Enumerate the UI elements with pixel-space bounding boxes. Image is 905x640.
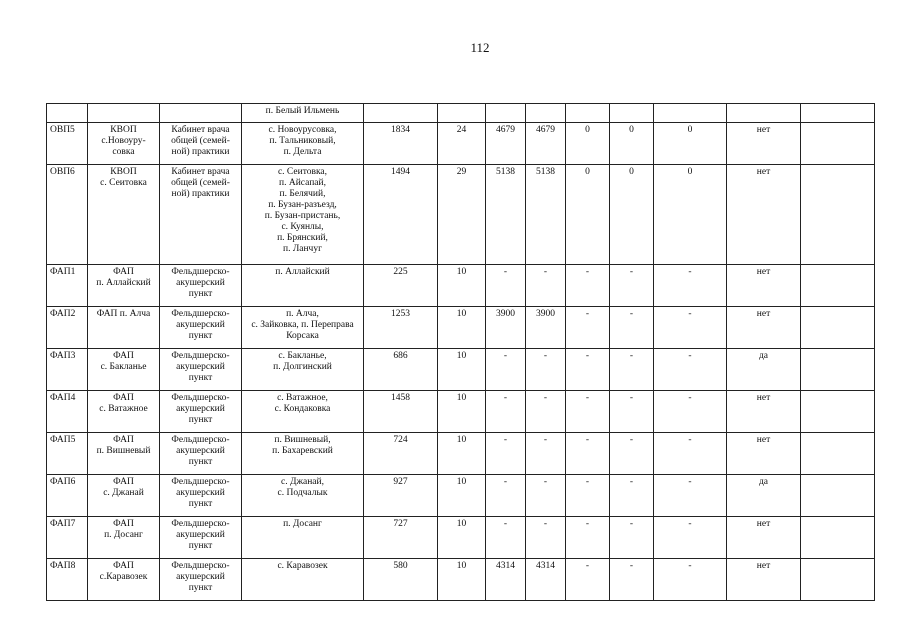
empty-cell xyxy=(801,391,875,433)
table-cell xyxy=(566,104,610,123)
value-cell: - xyxy=(566,307,610,349)
value-cell: - xyxy=(654,433,727,475)
value-cell: - xyxy=(566,349,610,391)
facility-code-cell: ОВП6 xyxy=(47,165,88,265)
flag-cell: да xyxy=(727,475,801,517)
value-cell: 10 xyxy=(438,307,486,349)
value-cell: - xyxy=(654,307,727,349)
facility-type-cell: ФАП п. Вишневый xyxy=(88,433,160,475)
flag-cell: нет xyxy=(727,265,801,307)
facility-kind-cell: Фельдшерско- акушерский пункт xyxy=(160,475,242,517)
flag-cell: нет xyxy=(727,517,801,559)
flag-cell: нет xyxy=(727,307,801,349)
value-cell: - xyxy=(654,559,727,601)
population-cell: 727 xyxy=(364,517,438,559)
value-cell: - xyxy=(566,517,610,559)
value-cell: 10 xyxy=(438,517,486,559)
table-row xyxy=(47,559,875,601)
value-cell: - xyxy=(526,475,566,517)
flag-cell: нет xyxy=(727,559,801,601)
value-cell: - xyxy=(486,391,526,433)
empty-cell xyxy=(801,433,875,475)
value-cell: - xyxy=(654,391,727,433)
value-cell: 10 xyxy=(438,475,486,517)
value-cell: - xyxy=(566,559,610,601)
table-row xyxy=(47,517,875,559)
table-cell xyxy=(47,104,88,123)
value-cell: - xyxy=(486,265,526,307)
table-cell xyxy=(486,104,526,123)
facility-code-cell: ФАП4 xyxy=(47,391,88,433)
places-cell: с. Новоурусовка, п. Тальниковый, п. Дельта xyxy=(242,123,364,165)
population-cell: 927 xyxy=(364,475,438,517)
value-cell: 0 xyxy=(610,165,654,265)
value-cell: 0 xyxy=(566,123,610,165)
value-cell: - xyxy=(610,475,654,517)
empty-cell xyxy=(801,349,875,391)
places-cell: п. Белый Ильмень xyxy=(242,104,364,123)
value-cell: - xyxy=(526,265,566,307)
table-row xyxy=(47,349,875,391)
value-cell: 24 xyxy=(438,123,486,165)
facility-type-cell: КВОП с.Новоуру- совка xyxy=(88,123,160,165)
page-number: 112 xyxy=(470,40,490,55)
table-cell xyxy=(610,104,654,123)
facility-kind-cell: Кабинет врача общей (семей- ной) практики xyxy=(160,123,242,165)
value-cell: - xyxy=(526,349,566,391)
facility-kind-cell: Кабинет врача общей (семей- ной) практики xyxy=(160,165,242,265)
empty-cell xyxy=(801,307,875,349)
table-cell xyxy=(526,104,566,123)
places-cell: п. Алча, с. Зайковка, п. Переправа Корсака xyxy=(242,307,364,349)
value-cell: 10 xyxy=(438,391,486,433)
value-cell: - xyxy=(654,349,727,391)
value-cell: - xyxy=(486,517,526,559)
empty-cell xyxy=(801,559,875,601)
value-cell: - xyxy=(526,433,566,475)
facility-code-cell: ФАП1 xyxy=(47,265,88,307)
facility-type-cell: ФАП с. Джанай xyxy=(88,475,160,517)
table-cell xyxy=(438,104,486,123)
facility-type-cell: ФАП с.Каравозек xyxy=(88,559,160,601)
places-cell: с. Бакланье, п. Долгинский xyxy=(242,349,364,391)
value-cell: 29 xyxy=(438,165,486,265)
population-cell: 225 xyxy=(364,265,438,307)
table-cell xyxy=(727,104,801,123)
population-cell: 724 xyxy=(364,433,438,475)
places-cell: с. Каравозек xyxy=(242,559,364,601)
value-cell: 0 xyxy=(654,123,727,165)
places-cell: с. Джанай, с. Подчалык xyxy=(242,475,364,517)
flag-cell: нет xyxy=(727,433,801,475)
facility-kind-cell: Фельдшерско- акушерский пункт xyxy=(160,559,242,601)
empty-cell xyxy=(801,265,875,307)
value-cell: - xyxy=(610,517,654,559)
places-cell: с. Ватажное, с. Кондаковка xyxy=(242,391,364,433)
empty-cell xyxy=(801,475,875,517)
value-cell: - xyxy=(526,517,566,559)
value-cell: 4314 xyxy=(486,559,526,601)
table-cell xyxy=(88,104,160,123)
facility-kind-cell: Фельдшерско- акушерский пункт xyxy=(160,433,242,475)
value-cell: - xyxy=(610,391,654,433)
value-cell: 10 xyxy=(438,349,486,391)
value-cell: - xyxy=(610,559,654,601)
places-cell: с. Сеитовка, п. Айсапай, п. Белячий, п. Бузан-разъезд, п. Бузан-пристань, с. Куянлы, п. Брянский, п. Ланчуг xyxy=(242,165,364,265)
facility-type-cell: ФАП с. Бакланье xyxy=(88,349,160,391)
population-cell: 1253 xyxy=(364,307,438,349)
flag-cell: да xyxy=(727,349,801,391)
value-cell: 3900 xyxy=(486,307,526,349)
population-cell: 1834 xyxy=(364,123,438,165)
facility-type-cell: ФАП п. Досанг xyxy=(88,517,160,559)
value-cell: - xyxy=(526,391,566,433)
facility-kind-cell: Фельдшерско- акушерский пункт xyxy=(160,265,242,307)
value-cell: 5138 xyxy=(526,165,566,265)
facility-code-cell: ОВП5 xyxy=(47,123,88,165)
table-row xyxy=(47,165,875,265)
empty-cell xyxy=(801,165,875,265)
facility-kind-cell: Фельдшерско- акушерский пункт xyxy=(160,517,242,559)
population-cell: 1458 xyxy=(364,391,438,433)
value-cell: - xyxy=(610,349,654,391)
facility-type-cell: ФАП с. Ватажное xyxy=(88,391,160,433)
facility-code-cell: ФАП7 xyxy=(47,517,88,559)
facility-type-cell: ФАП п. Аллайский xyxy=(88,265,160,307)
places-cell: п. Досанг xyxy=(242,517,364,559)
table-row xyxy=(47,433,875,475)
value-cell: - xyxy=(486,349,526,391)
facility-code-cell: ФАП3 xyxy=(47,349,88,391)
facility-kind-cell: Фельдшерско- акушерский пункт xyxy=(160,307,242,349)
places-cell: п. Вишневый, п. Бахаревский xyxy=(242,433,364,475)
table-cell xyxy=(364,104,438,123)
population-cell: 580 xyxy=(364,559,438,601)
value-cell: - xyxy=(566,475,610,517)
value-cell: - xyxy=(610,265,654,307)
value-cell: 10 xyxy=(438,265,486,307)
table-row xyxy=(47,265,875,307)
table-cell xyxy=(801,104,875,123)
facility-code-cell: ФАП8 xyxy=(47,559,88,601)
facility-type-cell: КВОП с. Сеитовка xyxy=(88,165,160,265)
empty-cell xyxy=(801,123,875,165)
value-cell: 4679 xyxy=(486,123,526,165)
value-cell: 0 xyxy=(566,165,610,265)
value-cell: 3900 xyxy=(526,307,566,349)
facilities-table xyxy=(46,103,875,601)
table-row xyxy=(47,475,875,517)
continued-row xyxy=(47,104,875,123)
value-cell: 0 xyxy=(610,123,654,165)
facility-code-cell: ФАП5 xyxy=(47,433,88,475)
value-cell: - xyxy=(654,265,727,307)
places-cell: п. Аллайский xyxy=(242,265,364,307)
value-cell: 4679 xyxy=(526,123,566,165)
value-cell: - xyxy=(566,433,610,475)
facility-code-cell: ФАП2 xyxy=(47,307,88,349)
facility-code-cell: ФАП6 xyxy=(47,475,88,517)
flag-cell: нет xyxy=(727,391,801,433)
flag-cell: нет xyxy=(727,123,801,165)
table-row xyxy=(47,391,875,433)
value-cell: - xyxy=(566,265,610,307)
facility-kind-cell: Фельдшерско- акушерский пункт xyxy=(160,391,242,433)
facility-kind-cell: Фельдшерско- акушерский пункт xyxy=(160,349,242,391)
value-cell: 0 xyxy=(654,165,727,265)
value-cell: 4314 xyxy=(526,559,566,601)
value-cell: 10 xyxy=(438,559,486,601)
value-cell: - xyxy=(486,475,526,517)
value-cell: - xyxy=(486,433,526,475)
facility-type-cell: ФАП п. Алча xyxy=(88,307,160,349)
flag-cell: нет xyxy=(727,165,801,265)
value-cell: 10 xyxy=(438,433,486,475)
value-cell: - xyxy=(610,433,654,475)
empty-cell xyxy=(801,517,875,559)
value-cell: - xyxy=(654,517,727,559)
value-cell: - xyxy=(610,307,654,349)
table-row xyxy=(47,123,875,165)
value-cell: 5138 xyxy=(486,165,526,265)
population-cell: 1494 xyxy=(364,165,438,265)
table-cell xyxy=(654,104,727,123)
table-cell xyxy=(160,104,242,123)
population-cell: 686 xyxy=(364,349,438,391)
table-row xyxy=(47,307,875,349)
value-cell: - xyxy=(566,391,610,433)
value-cell: - xyxy=(654,475,727,517)
